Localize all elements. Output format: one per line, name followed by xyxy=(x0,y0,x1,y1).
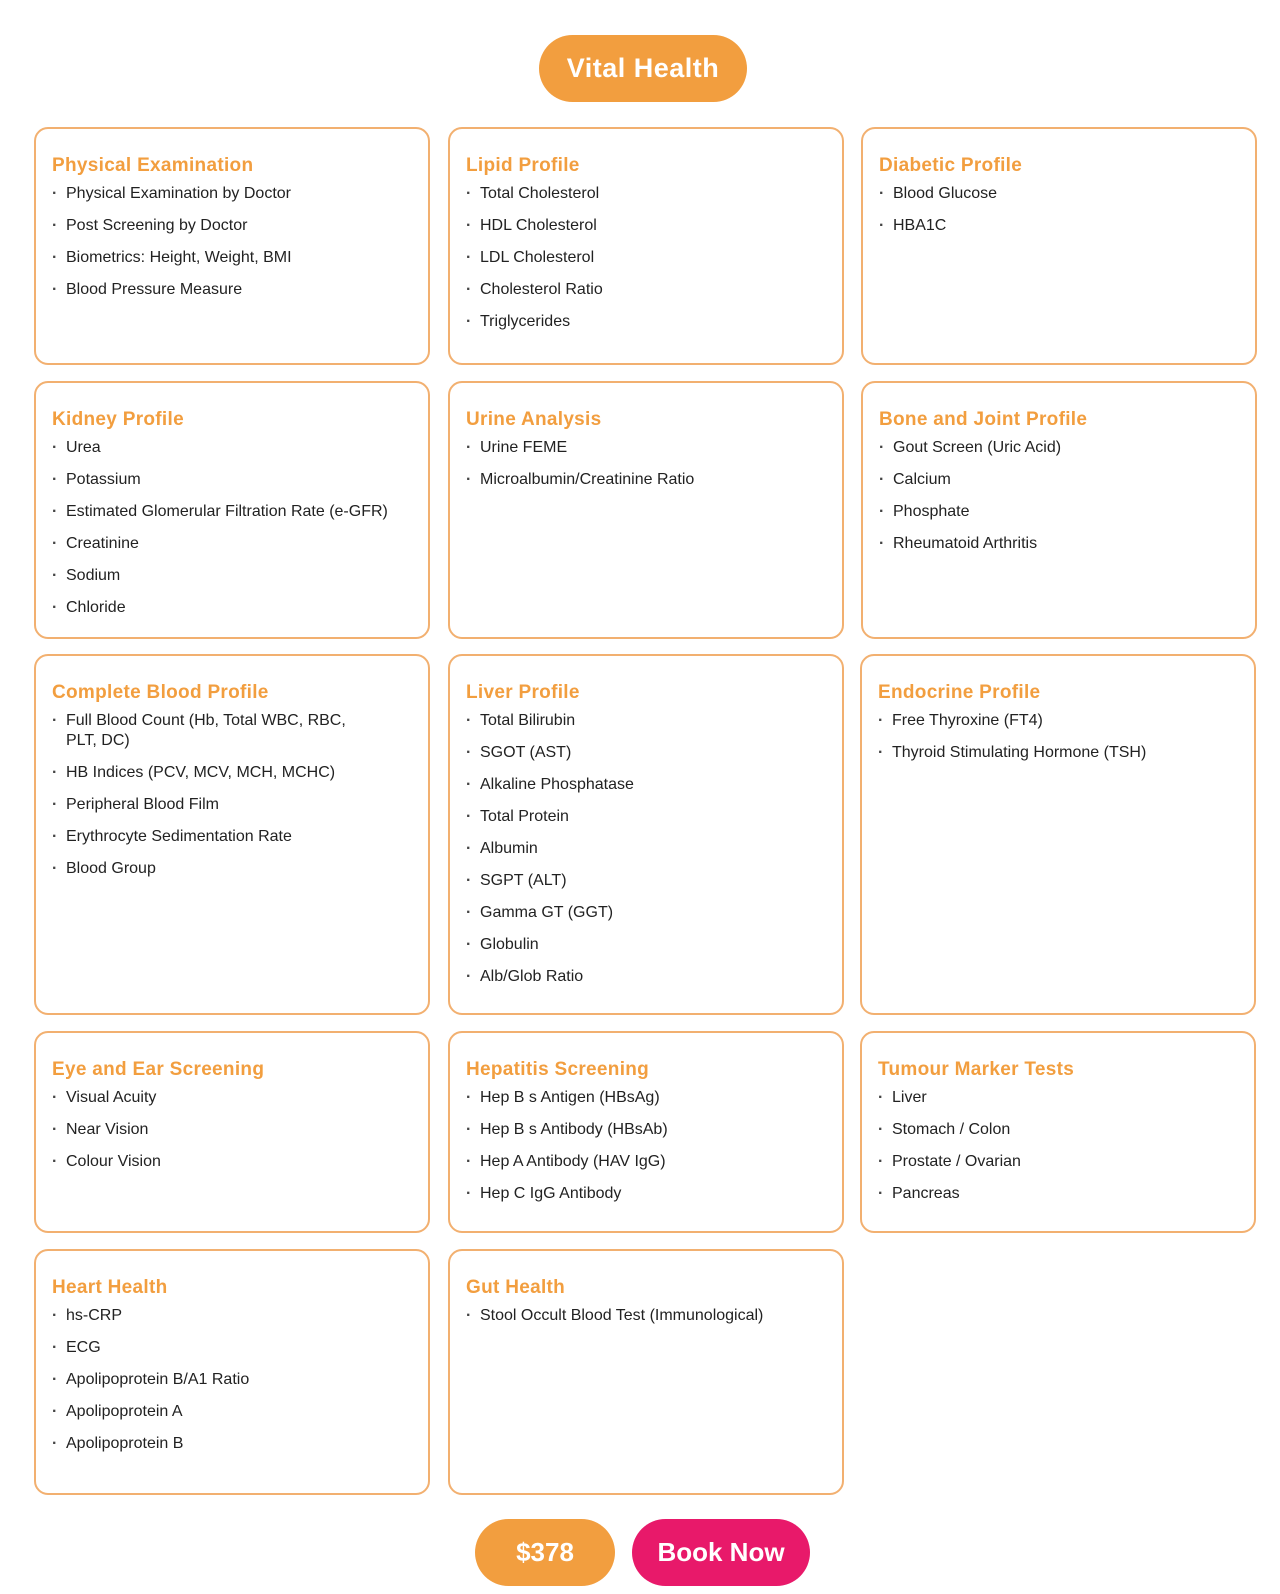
list-item: · Stool Occult Blood Test (Immunological) xyxy=(466,1306,826,1326)
list-item: · Blood Glucose xyxy=(879,184,1193,204)
list-item: · Creatinine xyxy=(52,534,412,554)
list-item: · HB Indices (PCV, MCV, MCH, MCHC) xyxy=(52,763,366,783)
list-item: · Gout Screen (Uric Acid) xyxy=(879,438,1193,458)
card-item-list xyxy=(879,438,1239,554)
card-gut-health xyxy=(448,1249,844,1495)
list-item: · SGPT (ALT) xyxy=(466,871,780,891)
list-item: · Total Cholesterol xyxy=(466,184,780,204)
list-item: · Near Vision xyxy=(52,1120,366,1140)
list-item: · Chloride xyxy=(52,598,412,618)
list-item: · Apolipoprotein A xyxy=(52,1402,366,1422)
list-item: · HDL Cholesterol xyxy=(466,216,780,236)
card-bone-and-joint-profile xyxy=(861,381,1257,639)
list-item: · Urine FEME xyxy=(466,438,780,458)
list-item: · Pancreas xyxy=(878,1184,1192,1204)
list-item: · Biometrics: Height, Weight, BMI xyxy=(52,248,366,268)
list-item: · Gamma GT (GGT) xyxy=(466,903,780,923)
list-item: · Alkaline Phosphatase xyxy=(466,775,780,795)
card-complete-blood-profile xyxy=(34,654,430,1015)
card-endocrine-profile xyxy=(860,654,1256,1015)
card-kidney-profile xyxy=(34,381,430,639)
list-item: · Microalbumin/Creatinine Ratio xyxy=(466,470,780,490)
card-diabetic-profile xyxy=(861,127,1257,365)
list-item: · Urea xyxy=(52,438,412,458)
list-item: · Physical Examination by Doctor xyxy=(52,184,366,204)
list-item: · Estimated Glomerular Filtration Rate (e-GFR) xyxy=(52,502,412,522)
card-title: Endocrine Profile xyxy=(878,682,1041,703)
list-item: · Blood Pressure Measure xyxy=(52,280,366,300)
list-item: · Sodium xyxy=(52,566,412,586)
list-item: · Globulin xyxy=(466,935,780,955)
list-item: · Stomach / Colon xyxy=(878,1120,1192,1140)
card-title: Complete Blood Profile xyxy=(52,682,269,703)
list-item: · Peripheral Blood Film xyxy=(52,795,366,815)
card-title: Diabetic Profile xyxy=(879,155,1023,176)
list-item: · Apolipoprotein B/A1 Ratio xyxy=(52,1370,366,1390)
card-item-list xyxy=(466,711,826,987)
list-item: · Hep C IgG Antibody xyxy=(466,1184,780,1204)
list-item: · Total Protein xyxy=(466,807,780,827)
card-item-list xyxy=(878,711,1238,763)
card-item-list xyxy=(466,438,826,490)
price-badge: $378 xyxy=(475,1519,615,1586)
card-title: Bone and Joint Profile xyxy=(879,409,1088,430)
card-title: Hepatitis Screening xyxy=(466,1059,650,1080)
card-item-list xyxy=(52,438,412,618)
card-hepatitis-screening xyxy=(448,1031,844,1233)
card-title: Kidney Profile xyxy=(52,409,184,430)
list-item: · Cholesterol Ratio xyxy=(466,280,780,300)
book-now-button[interactable]: Book Now xyxy=(632,1519,810,1586)
card-title: Heart Health xyxy=(52,1277,168,1298)
card-title: Urine Analysis xyxy=(466,409,602,430)
list-item: · LDL Cholesterol xyxy=(466,248,780,268)
list-item: · ECG xyxy=(52,1338,366,1358)
card-item-list xyxy=(466,1306,826,1326)
card-title: Lipid Profile xyxy=(466,155,580,176)
list-item: · Thyroid Stimulating Hormone (TSH) xyxy=(878,743,1238,763)
list-item: · Total Bilirubin xyxy=(466,711,780,731)
card-item-list xyxy=(52,711,412,879)
list-item: · Colour Vision xyxy=(52,1152,366,1172)
list-item: · Post Screening by Doctor xyxy=(52,216,366,236)
page-title: Vital Health xyxy=(539,35,747,102)
list-item: · Blood Group xyxy=(52,859,366,879)
card-liver-profile xyxy=(448,654,844,1015)
card-lipid-profile xyxy=(448,127,844,365)
list-item: · HBA1C xyxy=(879,216,1193,236)
card-eye-and-ear-screening xyxy=(34,1031,430,1233)
list-item: · Hep A Antibody (HAV IgG) xyxy=(466,1152,780,1172)
list-item: · Albumin xyxy=(466,839,780,859)
card-item-list xyxy=(52,184,412,300)
card-title: Physical Examination xyxy=(52,155,254,176)
card-item-list xyxy=(466,1088,826,1204)
card-title: Gut Health xyxy=(466,1277,566,1298)
card-item-list xyxy=(52,1088,412,1172)
list-item: · Potassium xyxy=(52,470,412,490)
list-item: · Free Thyroxine (FT4) xyxy=(878,711,1238,731)
card-item-list xyxy=(878,1088,1238,1204)
list-item: · Rheumatoid Arthritis xyxy=(879,534,1193,554)
list-item: · Alb/Glob Ratio xyxy=(466,967,780,987)
card-item-list xyxy=(466,184,826,332)
card-title: Eye and Ear Screening xyxy=(52,1059,265,1080)
list-item: · Full Blood Count (Hb, Total WBC, RBC, PLT, DC) xyxy=(52,711,366,751)
card-urine-analysis xyxy=(448,381,844,639)
card-item-list xyxy=(52,1306,412,1454)
list-item: · hs-CRP xyxy=(52,1306,366,1326)
list-item: · Erythrocyte Sedimentation Rate xyxy=(52,827,366,847)
list-item: · Calcium xyxy=(879,470,1193,490)
card-title: Liver Profile xyxy=(466,682,580,703)
list-item: · Apolipoprotein B xyxy=(52,1434,366,1454)
list-item: · Phosphate xyxy=(879,502,1193,522)
card-tumour-marker-tests xyxy=(860,1031,1256,1233)
list-item: · Visual Acuity xyxy=(52,1088,366,1108)
list-item: · Liver xyxy=(878,1088,1192,1108)
card-item-list xyxy=(879,184,1239,236)
card-title: Tumour Marker Tests xyxy=(878,1059,1075,1080)
list-item: · Prostate / Ovarian xyxy=(878,1152,1192,1172)
card-physical-examination xyxy=(34,127,430,365)
list-item: · SGOT (AST) xyxy=(466,743,780,763)
list-item: · Hep B s Antibody (HBsAb) xyxy=(466,1120,780,1140)
card-heart-health xyxy=(34,1249,430,1495)
list-item: · Triglycerides xyxy=(466,312,780,332)
list-item: · Hep B s Antigen (HBsAg) xyxy=(466,1088,780,1108)
